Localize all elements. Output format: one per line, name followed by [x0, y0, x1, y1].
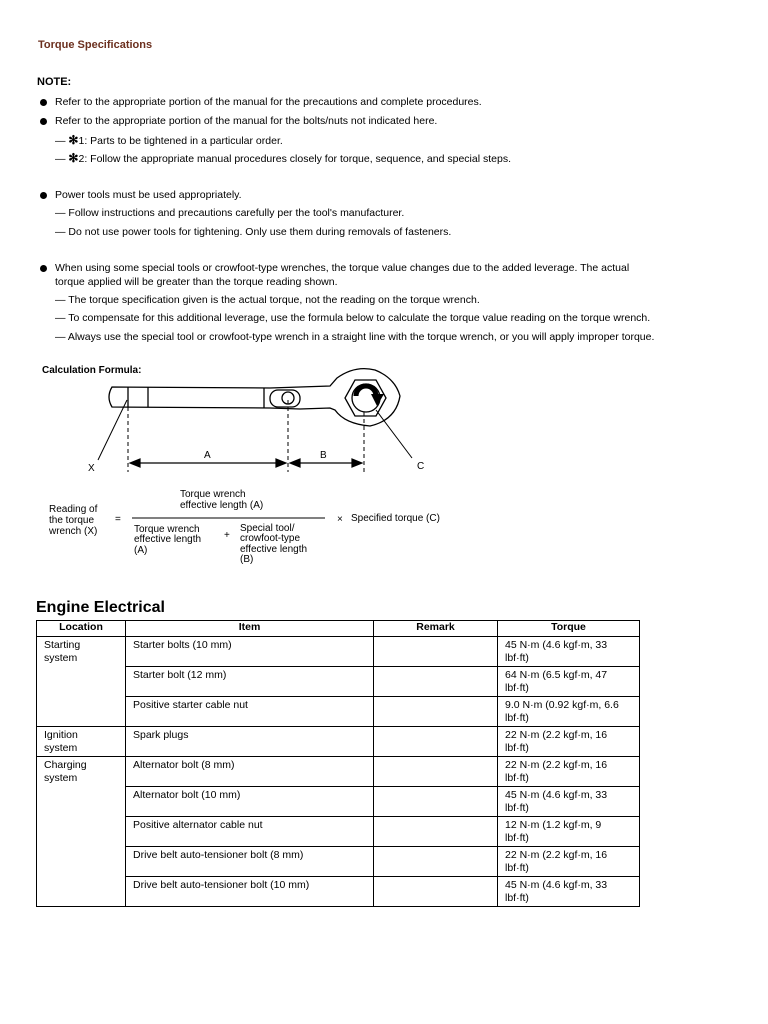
table-row	[37, 817, 640, 847]
formula-plus: +	[224, 530, 230, 541]
formula-times: ×	[337, 514, 343, 525]
formula-denom-a: effective length	[134, 534, 202, 545]
location-cell	[37, 727, 126, 757]
dimension-a-label: A	[204, 450, 211, 461]
header-remark: Remark	[374, 621, 498, 637]
table-row	[37, 667, 640, 697]
formula-denom-a: (A)	[134, 545, 148, 556]
note-subline-text: 1: Parts to be tightened in a particular order.	[78, 135, 283, 147]
torque-wrench-diagram	[0, 360, 768, 580]
dash-icon: —	[55, 207, 66, 219]
location-text: system	[44, 772, 78, 784]
formula-numerator: Torque wrench	[180, 489, 246, 500]
note-subline-text: 2: Follow the appropriate manual procedures closely for torque, sequence, and special steps.	[78, 153, 511, 165]
remark-cell	[374, 847, 498, 877]
torque-cell	[498, 727, 640, 757]
note-subline	[55, 226, 451, 239]
remark-cell	[374, 697, 498, 727]
torque-text: 22 N·m (2.2 kgf·m, 16	[505, 849, 608, 861]
torque-cell	[498, 637, 640, 667]
point-c-label: C	[417, 461, 425, 472]
remark-cell	[374, 877, 498, 907]
asterisk-icon: ✻	[68, 151, 79, 165]
dash-icon: —	[55, 312, 66, 324]
dash-icon: —	[55, 331, 66, 343]
bullet-icon	[40, 118, 47, 125]
bullet-icon	[40, 99, 47, 106]
torque-text: lbf·ft)	[505, 802, 529, 814]
dash-icon: —	[55, 135, 66, 147]
wrench-outline	[109, 369, 400, 426]
torque-text: 45 N·m (4.6 kgf·m, 33	[505, 789, 608, 801]
torque-cell	[498, 817, 640, 847]
note-line: Refer to the appropriate portion of the manual for the bolts/nuts not indicated here.	[55, 115, 438, 127]
formula-lhs: wrench (X)	[49, 526, 98, 537]
formula-lhs: the torque	[49, 515, 95, 526]
formula-denom-b: Special tool/	[240, 523, 295, 534]
torque-text: 45 N·m (4.6 kgf·m, 33	[505, 879, 608, 891]
note-line: Refer to the appropriate portion of the manual for the precautions and complete procedures.	[55, 96, 482, 108]
bullet-icon	[40, 265, 47, 272]
location-text: Charging	[44, 759, 87, 771]
dimension-b-label: B	[320, 450, 327, 461]
item-cell: Starter bolt (12 mm)	[126, 667, 374, 697]
note-heading: NOTE:	[37, 76, 72, 88]
torque-text: 22 N·m (2.2 kgf·m, 16	[505, 729, 608, 741]
remark-cell	[374, 787, 498, 817]
table-row	[37, 787, 640, 817]
torque-text: lbf·ft)	[505, 772, 529, 784]
formula-equals: =	[115, 514, 121, 525]
page-title: Torque Specifications	[38, 39, 153, 51]
note-subline	[55, 294, 480, 307]
remark-cell	[374, 637, 498, 667]
formula-lhs: Reading of	[49, 504, 98, 515]
torque-cell	[498, 787, 640, 817]
header-torque: Torque	[498, 621, 640, 637]
torque-text: 64 N·m (6.5 kgf·m, 47	[505, 669, 608, 681]
torque-text: lbf·ft)	[505, 862, 529, 874]
torque-cell	[498, 757, 640, 787]
remark-cell	[374, 817, 498, 847]
formula-denom-a: Torque wrench	[134, 524, 200, 535]
remark-cell	[374, 667, 498, 697]
table-header-row	[37, 621, 640, 637]
engine-electrical-table	[36, 620, 640, 907]
torque-text: lbf·ft)	[505, 712, 529, 724]
table-row	[37, 697, 640, 727]
location-text: system	[44, 652, 78, 664]
remark-cell	[374, 727, 498, 757]
location-text: Starting	[44, 639, 81, 651]
note-subline	[55, 152, 511, 166]
note-subline	[55, 207, 404, 220]
torque-cell	[498, 697, 640, 727]
asterisk-icon: ✻	[68, 133, 79, 147]
engine-electrical-title: Engine Electrical	[36, 599, 165, 616]
formula-denom-b: crowfoot-type	[240, 533, 301, 544]
note-subline-text: Follow instructions and precautions carefully per the tool's manufacturer.	[68, 207, 405, 219]
torque-cell	[498, 667, 640, 697]
dash-icon: —	[55, 294, 66, 306]
location-text: system	[44, 742, 78, 754]
torque-text: 22 N·m (2.2 kgf·m, 16	[505, 759, 608, 771]
item-cell: Positive starter cable nut	[126, 697, 374, 727]
torque-cell	[498, 877, 640, 907]
item-cell: Alternator bolt (10 mm)	[126, 787, 374, 817]
note-subline	[55, 134, 283, 148]
note-subline-text: Always use the special tool or crowfoot-type wrench in a straight line with the torque wrench, or you will apply improper torque.	[67, 331, 655, 343]
remark-cell	[374, 757, 498, 787]
torque-text: 45 N·m (4.6 kgf·m, 33	[505, 639, 608, 651]
torque-text: 9.0 N·m (0.92 kgf·m, 6.6	[505, 699, 619, 711]
item-cell: Spark plugs	[126, 727, 374, 757]
location-text: Ignition	[44, 729, 78, 741]
bullet-icon	[40, 192, 47, 199]
torque-text: lbf·ft)	[505, 652, 529, 664]
table-row	[37, 877, 640, 907]
torque-text: lbf·ft)	[505, 682, 529, 694]
torque-text: lbf·ft)	[505, 742, 529, 754]
torque-text: lbf·ft)	[505, 832, 529, 844]
item-cell: Positive alternator cable nut	[126, 817, 374, 847]
dash-icon: —	[55, 226, 66, 238]
table-row	[37, 727, 640, 757]
item-cell: Starter bolts (10 mm)	[126, 637, 374, 667]
formula-denom-b: effective length	[240, 544, 308, 555]
location-cell	[37, 637, 126, 727]
note-subline-text: The torque specification given is the actual torque, not the reading on the torque wrench.	[68, 294, 480, 306]
table-row	[37, 637, 640, 667]
header-item: Item	[126, 621, 374, 637]
header-location: Location	[37, 621, 126, 637]
formula-specified: Specified torque (C)	[351, 513, 440, 524]
note-subline	[55, 312, 650, 325]
note-subline-text: To compensate for this additional leverage, use the formula below to calculate the torque value reading on the torque wrench.	[68, 312, 651, 324]
item-cell: Alternator bolt (8 mm)	[126, 757, 374, 787]
calculation-formula-label: Calculation Formula:	[42, 365, 142, 376]
dash-icon: —	[55, 153, 66, 165]
table-row	[37, 757, 640, 787]
location-cell	[37, 757, 126, 907]
note-line: Power tools must be used appropriately.	[55, 189, 242, 201]
torque-text: 12 N·m (1.2 kgf·m, 9	[505, 819, 602, 831]
point-x-label: X	[88, 463, 95, 474]
formula-denom-b: (B)	[240, 554, 254, 565]
note-line: When using some special tools or crowfoot-type wrenches, the torque value changes due to the added leverage. The actual	[55, 262, 630, 274]
torque-text: lbf·ft)	[505, 892, 529, 904]
note-line-continued: torque applied will be greater than the torque reading shown.	[55, 276, 338, 288]
item-cell: Drive belt auto-tensioner bolt (8 mm)	[126, 847, 374, 877]
item-cell: Drive belt auto-tensioner bolt (10 mm)	[126, 877, 374, 907]
note-subline	[55, 331, 654, 344]
note-subline-text: Do not use power tools for tightening. Only use them during removals of fasteners.	[68, 226, 452, 238]
formula-numerator: effective length (A)	[180, 500, 264, 511]
torque-cell	[498, 847, 640, 877]
table-row	[37, 847, 640, 877]
